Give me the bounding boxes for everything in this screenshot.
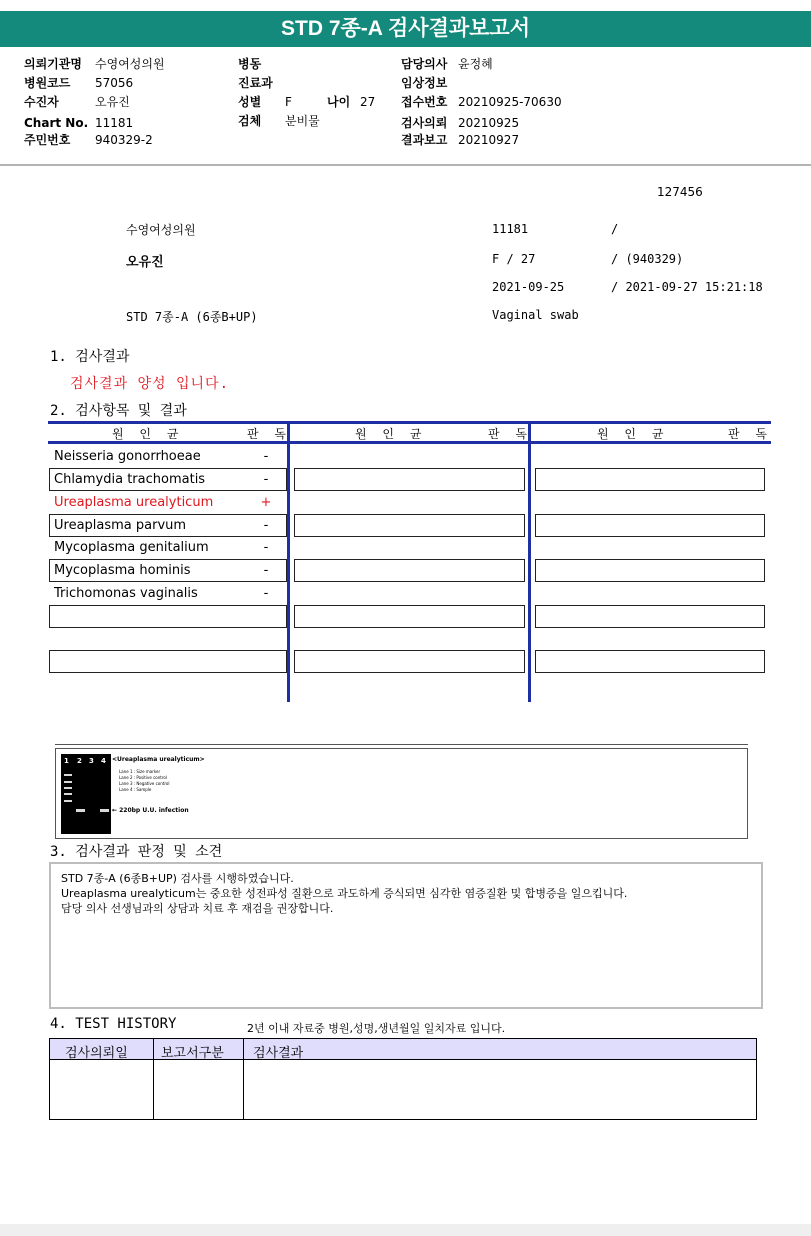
sex-age: F / 27 (492, 252, 536, 266)
table-cell (294, 650, 525, 673)
header-label: 수진자 (24, 95, 59, 109)
header-label: 의뢰기관명 (24, 57, 82, 71)
table-cell (49, 605, 287, 628)
header-label: 검사의뢰 (401, 116, 448, 130)
column-header-result: 판 독 (488, 427, 533, 441)
history-col-divider (153, 1039, 154, 1119)
header-label: 주민번호 (24, 133, 71, 147)
header-label: 검체 (238, 114, 262, 128)
lane-number: 2 (77, 757, 82, 765)
header-value: 윤정혜 (458, 57, 493, 71)
report-datetime: / 2021-09-27 15:21:18 (611, 280, 763, 294)
organism-result: - (263, 449, 269, 464)
organism-name: Ureaplasma parvum (54, 518, 187, 533)
table-top-rule (48, 421, 771, 424)
specimen: Vaginal swab (492, 308, 579, 322)
gel-image-panel (55, 748, 748, 839)
history-col-divider (243, 1039, 244, 1119)
column-header-result: 판 독 (247, 427, 292, 441)
header-value: 오유진 (95, 95, 130, 109)
table-cell (535, 650, 765, 673)
header-label: Chart No. (24, 116, 89, 130)
organism-result: - (263, 563, 269, 578)
marker-band (64, 800, 72, 802)
lane-number: 4 (101, 757, 106, 765)
table-cell (294, 514, 525, 537)
header-label: 담당의사 (401, 57, 448, 71)
header-label: 병원코드 (24, 76, 71, 90)
header-value: 57056 (95, 76, 134, 90)
header-label: 임상정보 (401, 76, 448, 90)
hospital-name: 수영여성의원 (126, 223, 196, 237)
request-date: 2021-09-25 (492, 280, 565, 294)
test-name: STD 7종-A (6종B+UP) (126, 310, 258, 324)
column-header-organism: 원 인 균 (597, 427, 670, 441)
positive-band (76, 809, 85, 812)
organism-result: - (263, 586, 269, 601)
positive-message: 검사결과 양성 입니다. (70, 376, 230, 392)
organism-result: - (263, 540, 269, 555)
table-cell (294, 468, 525, 491)
header-label: 진료과 (238, 76, 273, 90)
table-cell (535, 605, 765, 628)
page-bottom-strip (0, 1224, 811, 1236)
lane-number: 1 (64, 757, 69, 765)
lane-number: 3 (89, 757, 94, 765)
header-value: 11181 (95, 116, 134, 130)
header-value: 27 (360, 95, 376, 109)
marker-band (64, 793, 72, 795)
section-opinion-title: 3. 검사결과 판정 및 소견 (50, 844, 223, 860)
gel-top-rule (55, 744, 748, 745)
history-column-header: 검사결과 (253, 1046, 304, 1061)
section-items-title: 2. 검사항목 및 결과 (50, 403, 187, 419)
header-label: 성별 (238, 95, 262, 109)
birth-date: / (940329) (611, 252, 684, 266)
chart-separator: / (611, 222, 619, 236)
column-header-organism: 원 인 균 (355, 427, 428, 441)
table-cell (535, 559, 765, 582)
header-value: 수영여성의원 (95, 57, 165, 71)
marker-band (64, 781, 72, 783)
chart-number: 11181 (492, 222, 529, 236)
organism-name: Chlamydia trachomatis (54, 472, 206, 487)
column-header-result: 판 독 (728, 427, 773, 441)
opinion-box (49, 862, 763, 1009)
section-history-title: 4. TEST HISTORY (50, 1016, 177, 1032)
header-value: 940329-2 (95, 133, 153, 147)
header-value: 20210925 (458, 116, 520, 130)
gel-legend: Lane 4 : Sample (119, 787, 152, 792)
opinion-line: 담당 의사 선생님과의 상담과 치료 후 재검을 권장합니다. (61, 902, 334, 915)
table-cell (49, 650, 287, 673)
header-label: 결과보고 (401, 133, 448, 147)
opinion-line: STD 7종-A (6종B+UP) 검사를 시행하였습니다. (61, 872, 294, 885)
history-column-header: 검사의뢰일 (65, 1046, 128, 1061)
header-label: 나이 (327, 95, 351, 109)
history-table-head (50, 1039, 756, 1060)
gel-title: <Ureaplasma urealyticum> (112, 756, 205, 763)
gel-legend: Lane 3 : Negative control (119, 781, 170, 786)
gel-legend: Lane 2 : Positive control (119, 775, 167, 780)
report-code: 127456 (657, 185, 703, 199)
organism-name: Mycoplasma genitalium (54, 540, 209, 555)
section-result-title: 1. 검사결과 (50, 349, 130, 365)
gel-electrophoresis-image (61, 754, 111, 834)
gel-legend: Lane 1 : Size marker (119, 769, 161, 774)
organism-name-positive: Ureaplasma urealyticum (54, 495, 214, 510)
marker-band (64, 787, 72, 789)
organism-name: Mycoplasma hominis (54, 563, 191, 578)
header-value: F (285, 95, 292, 109)
patient-name: 오유진 (126, 255, 164, 270)
header-value: 20210925-70630 (458, 95, 562, 109)
history-column-header: 보고서구분 (161, 1046, 224, 1061)
organism-result-positive: + (260, 495, 272, 510)
table-col-divider (287, 421, 290, 702)
history-note: 2년 이내 자료중 병원,성명,생년월일 일치자료 입니다. (247, 1022, 506, 1035)
table-cell (535, 468, 765, 491)
column-header-organism: 원 인 균 (112, 427, 185, 441)
gel-arrow-label: ← 220bp U.U. infection (112, 807, 189, 814)
table-cell (294, 605, 525, 628)
table-cell (535, 514, 765, 537)
history-table (49, 1038, 757, 1120)
organism-name: Trichomonas vaginalis (54, 586, 198, 601)
organism-result: - (263, 518, 269, 533)
report-title: STD 7종-A 검사결과보고서 (0, 11, 811, 47)
header-divider (0, 164, 811, 166)
header-value: 분비물 (285, 114, 320, 128)
opinion-line: Ureaplasma urealyticum는 중요한 성전파성 질환으로 과도하게 증식되면 심각한 염증질환 및 합병증을 일으킵니다. (61, 887, 628, 900)
header-label: 접수번호 (401, 95, 448, 109)
table-col-divider (528, 421, 531, 702)
header-label: 병동 (238, 57, 262, 71)
sample-band (100, 809, 109, 812)
organism-result: - (263, 472, 269, 487)
table-cell (294, 559, 525, 582)
marker-band (64, 774, 72, 776)
organism-name: Neisseria gonorrhoeae (54, 449, 201, 464)
header-value: 20210927 (458, 133, 520, 147)
